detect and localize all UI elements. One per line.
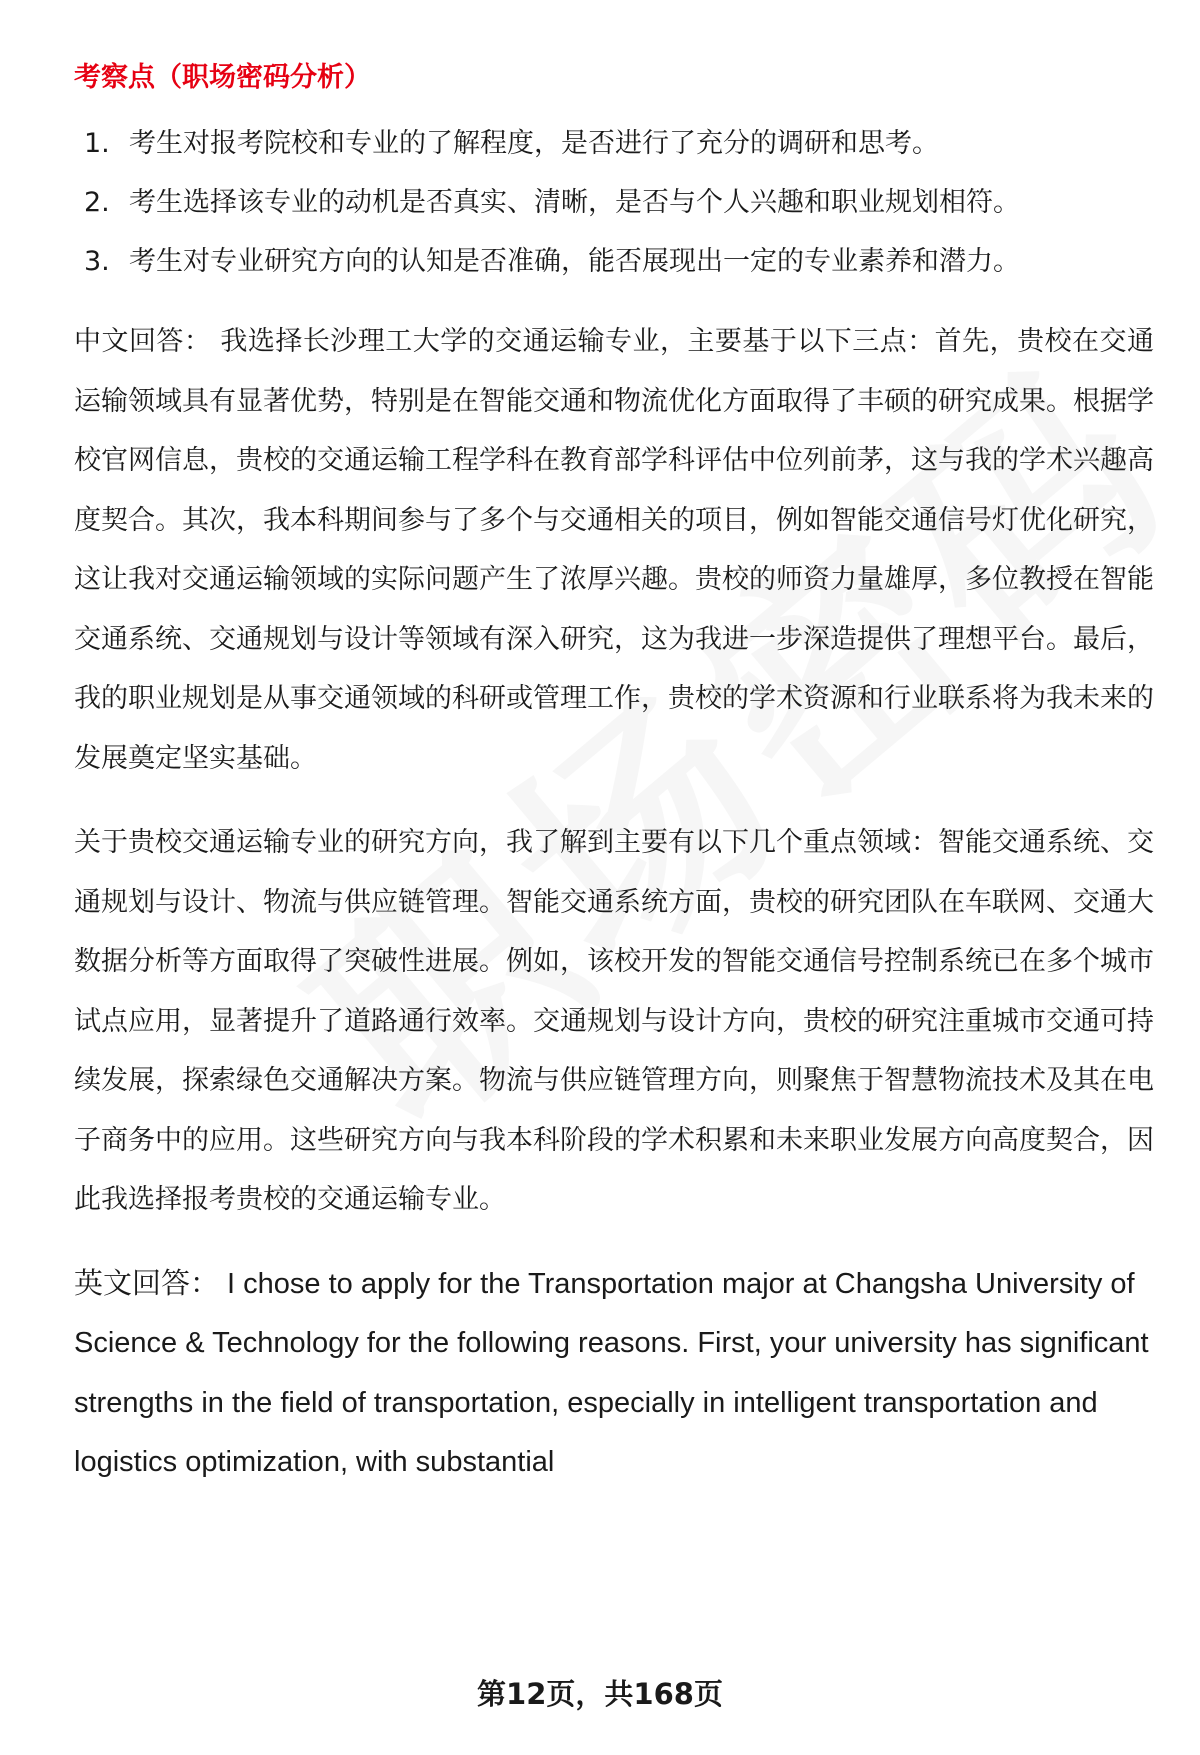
list-item <box>74 183 1154 223</box>
list-item <box>74 124 1154 164</box>
list-item-number: 1. <box>84 128 110 159</box>
document-page <box>74 58 1154 1518</box>
english-answer-paragraph: 英文回答： I chose to apply for the Transportation major at Changsha University of Science & Technology for the following reasons. First, your university has significant strengths in the field of transportation, especially in intelligent transportation and logistics optimization, with substantial <box>74 1267 1149 1478</box>
list-item-text: 考生对报考院校和专业的了解程度，是否进行了充分的调研和思考。 <box>129 128 939 159</box>
list-item-number: 2. <box>84 187 110 218</box>
research-direction-paragraph: 关于贵校交通运输专业的研究方向，我了解到主要有以下几个重点领域：智能交通系统、交通规划与设计、物流与供应链管理。智能交通系统方面，贵校的研究团队在车联网、交通大数据分析等方面取得了突破性进展。例如，该校开发的智能交通信号控制系统已在多个城市试点应用，显著提升了道路通行效率。交通规划与设计方向，贵校的研究注重城市交通可持续发展，探索绿色交通解决方案。物流与供应链管理方向，则聚焦于智慧物流技术及其在电子商务中的应用。这些研究方向与我本科阶段的学术积累和未来职业发展方向高度契合，因此我选择报考贵校的交通运输专业。 <box>74 827 1154 1215</box>
chinese-answer-paragraph: 中文回答： 我选择长沙理工大学的交通运输专业，主要基于以下三点：首先，贵校在交通运输领域具有显著优势，特别是在智能交通和物流优化方面取得了丰硕的研究成果。根据学校官网信息，贵校的交通运输工程学科在教育部学科评估中位列前茅，这与我的学术兴趣高度契合。其次，我本科期间参与了多个与交通相关的项目，例如智能交通信号灯优化研究，这让我对交通运输领域的实际问题产生了浓厚兴趣。贵校的师资力量雄厚，多位教授在智能交通系统、交通规划与设计等领域有深入研究，这为我进一步深造提供了理想平台。最后，我的职业规划是从事交通领域的科研或管理工作，贵校的学术资源和行业联系将为我未来的发展奠定坚实基础。 <box>74 326 1154 774</box>
page-number: 第12页，共168页 <box>477 1677 723 1711</box>
list-item-number: 3. <box>84 246 110 277</box>
evaluation-points-list <box>74 124 1154 282</box>
list-item <box>74 242 1154 282</box>
list-item-text: 考生对专业研究方向的认知是否准确，能否展现出一定的专业素养和潜力。 <box>129 246 1020 277</box>
section-title: 考察点（职场密码分析） <box>74 62 371 93</box>
list-item-text: 考生选择该专业的动机是否真实、清晰，是否与个人兴趣和职业规划相符。 <box>129 187 1020 218</box>
